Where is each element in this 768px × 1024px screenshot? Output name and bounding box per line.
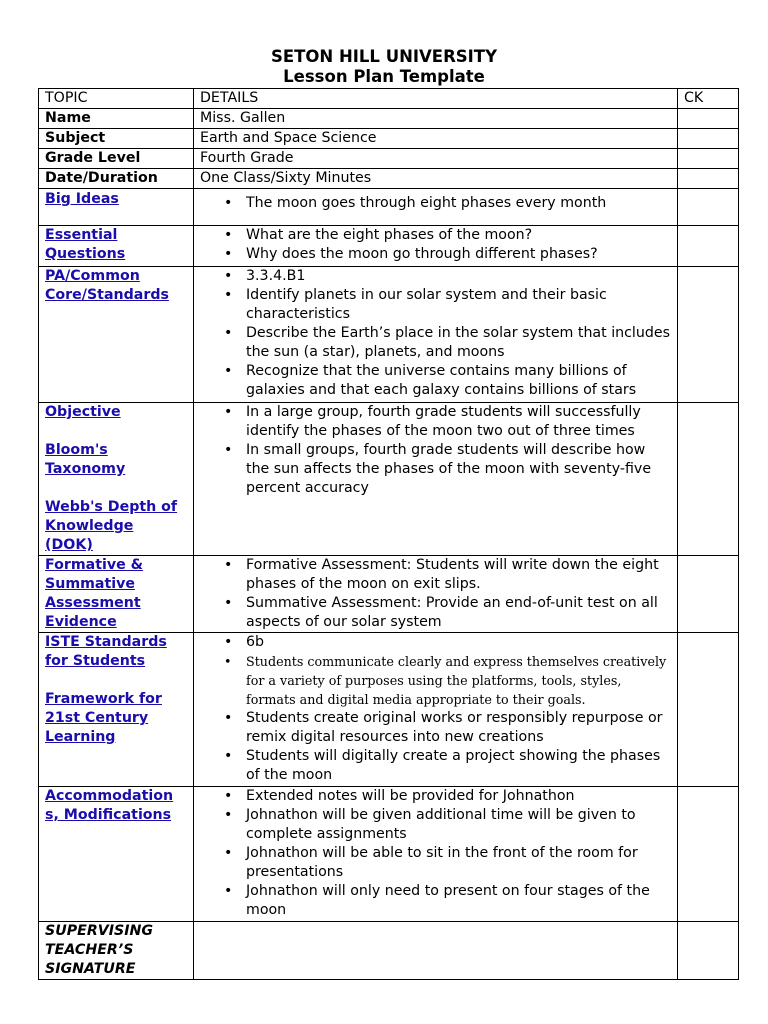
ck-cell [678, 226, 739, 267]
signature-label-line: SUPERVISING [45, 923, 154, 939]
label-duration: Date/Duration [39, 169, 194, 189]
webbs-dok-link[interactable] [45, 498, 187, 555]
details-cell [194, 189, 678, 226]
row-big-ideas [39, 189, 739, 226]
list-item: • Students create original works or responsibly repurpose or remix digital resources into new creations [246, 709, 671, 747]
row-essential-questions [39, 226, 739, 267]
label-cell [39, 226, 194, 267]
blooms-taxonomy-link[interactable] [45, 441, 187, 479]
list-item: • Johnathon will be able to sit in the front of the room for presentations [246, 844, 671, 882]
row-accommodations [39, 787, 739, 922]
link-line: s, Modifications [45, 807, 172, 823]
list-item: • Johnathon will only need to present on four stages of the moon [246, 882, 671, 920]
link-line: ISTE Standards [45, 634, 167, 650]
signature-field[interactable] [194, 922, 678, 980]
row-standards [39, 267, 739, 403]
link-line: Essential [45, 227, 118, 243]
link-line: (DOK) [45, 537, 93, 553]
ck-cell [678, 787, 739, 922]
value-name: Miss. Gallen [194, 109, 678, 129]
details-cell [194, 226, 678, 267]
link-line: 21st Century [45, 710, 149, 726]
list-item: • In small groups, fourth grade students will describe how the sun affects the phases of the moon with seventy-five percent accuracy [246, 441, 671, 498]
link-line: for Students [45, 653, 146, 669]
ck-cell [678, 556, 739, 633]
list-item: • In a large group, fourth grade students will successfully identify the phases of the moon two out of three times [246, 403, 671, 441]
row-objective [39, 403, 739, 556]
document-subtitle: Lesson Plan Template [283, 67, 485, 86]
list-item: • Formative Assessment: Students will write down the eight phases of the moon on exit slips. [246, 556, 671, 594]
details-cell [194, 267, 678, 403]
list-item: • Describe the Earth’s place in the solar system that includes the sun (a star), planets, and moons [246, 324, 671, 362]
link-line: Webb's Depth of [45, 499, 178, 515]
list-item: • 6b [246, 633, 671, 652]
ck-cell [678, 109, 739, 129]
row-iste [39, 633, 739, 787]
signature-label-line: SIGNATURE [45, 961, 136, 977]
list-item: • Students will digitally create a project showing the phases of the moon [246, 747, 671, 785]
ck-cell [678, 129, 739, 149]
ck-cell [678, 169, 739, 189]
row-subject [39, 129, 739, 149]
label-cell [39, 922, 194, 980]
link-line: Core/Standards [45, 287, 169, 303]
list-item: • Students communicate clearly and express themselves creatively for a variety of purposes using the platforms, tools, styles, formats and digital media appropriate to their goals. [246, 652, 671, 709]
value-subject: Earth and Space Science [194, 129, 678, 149]
row-name [39, 109, 739, 129]
objective-link[interactable]: Objective [45, 404, 121, 420]
link-line: Formative & [45, 557, 144, 573]
big-ideas-link[interactable]: Big Ideas [45, 191, 119, 207]
header-ck: CK [678, 89, 739, 109]
signature-label-line: TEACHER’S [45, 942, 134, 958]
ck-cell [678, 403, 739, 556]
assessment-link[interactable] [45, 556, 187, 632]
list-item: • Recognize that the universe contains many billions of galaxies and that each galaxy contains billions of stars [246, 362, 671, 400]
ck-cell [678, 267, 739, 403]
link-line: Knowledge [45, 518, 134, 534]
document-title: SETON HILL UNIVERSITY [270, 47, 498, 66]
label-subject: Subject [39, 129, 194, 149]
list-item: • Johnathon will be given additional time will be given to complete assignments [246, 806, 671, 844]
accommodations-link[interactable] [45, 787, 187, 825]
iste-standards-link[interactable] [45, 633, 187, 671]
link-line: PA/Common [45, 268, 140, 284]
details-cell [194, 633, 678, 787]
essential-questions-link[interactable] [45, 226, 187, 264]
ck-cell [678, 149, 739, 169]
value-duration: One Class/Sixty Minutes [194, 169, 678, 189]
link-line: Bloom's [45, 442, 108, 458]
list-item: • Extended notes will be provided for Johnathon [246, 787, 671, 806]
list-item: • What are the eight phases of the moon? [246, 226, 671, 245]
row-grade [39, 149, 739, 169]
framework-21st-century-link[interactable] [45, 690, 187, 747]
link-line: Learning [45, 729, 116, 745]
lesson-plan-table [38, 88, 739, 980]
link-line: Assessment [45, 595, 141, 611]
details-cell [194, 403, 678, 556]
link-line: Accommodation [45, 788, 174, 804]
list-item: • Identify planets in our solar system and their basic characteristics [246, 286, 671, 324]
list-item: • The moon goes through eight phases every month [246, 194, 671, 213]
value-grade: Fourth Grade [194, 149, 678, 169]
link-line: Summative [45, 576, 135, 592]
header-topic: TOPIC [39, 89, 194, 109]
link-line: Questions [45, 246, 126, 262]
label-grade: Grade Level [39, 149, 194, 169]
label-cell [39, 633, 194, 787]
row-duration [39, 169, 739, 189]
ck-cell [678, 633, 739, 787]
label-cell [39, 403, 194, 556]
header-details: DETAILS [194, 89, 678, 109]
list-item: • 3.3.4.B1 [246, 267, 671, 286]
list-item: • Summative Assessment: Provide an end-of-unit test on all aspects of our solar system [246, 594, 671, 632]
row-assessment [39, 556, 739, 633]
label-cell [39, 556, 194, 633]
label-name: Name [39, 109, 194, 129]
list-item: • Why does the moon go through different phases? [246, 245, 671, 264]
link-line: Framework for [45, 691, 162, 707]
details-cell [194, 787, 678, 922]
standards-link[interactable] [45, 267, 187, 305]
label-cell [39, 267, 194, 403]
ck-cell [678, 922, 739, 980]
label-cell [39, 787, 194, 922]
link-line: Evidence [45, 614, 117, 630]
link-line: Taxonomy [45, 461, 126, 477]
label-cell [39, 189, 194, 226]
row-signature [39, 922, 739, 980]
details-cell [194, 556, 678, 633]
table-header-row [39, 89, 739, 109]
ck-cell [678, 189, 739, 226]
